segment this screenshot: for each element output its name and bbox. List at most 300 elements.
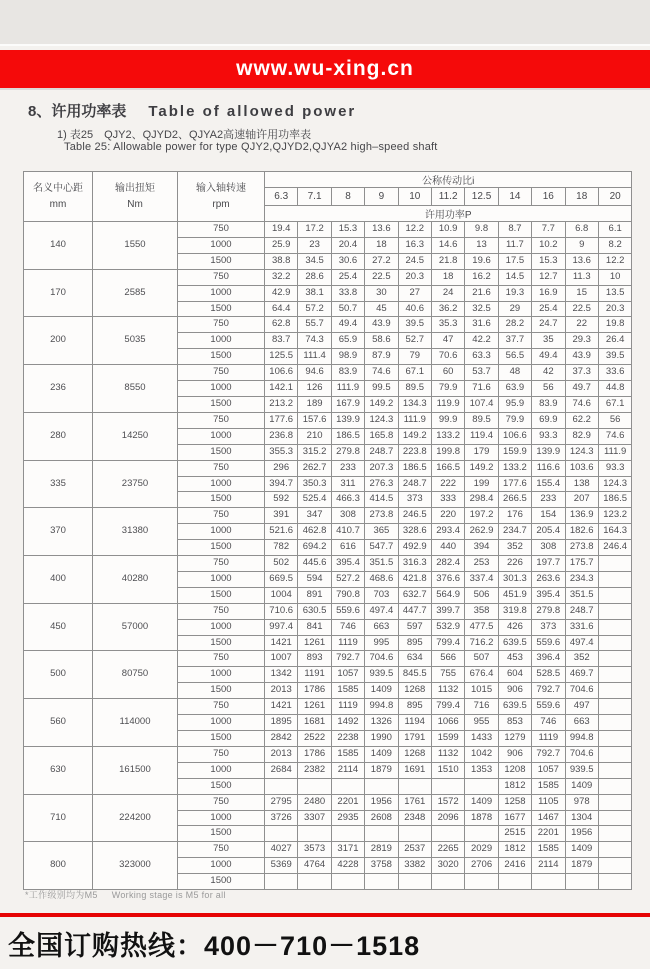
power-value-cell: 133.2 [431, 428, 464, 444]
ratio-header-cell: 6.3 [265, 188, 298, 206]
power-value-cell [598, 874, 632, 890]
power-value-cell: 273.8 [565, 540, 598, 556]
power-value-cell: 315.2 [298, 444, 331, 460]
power-value-cell: 1004 [265, 587, 298, 603]
rpm-cell: 1500 [178, 349, 265, 365]
power-value-cell: 71.6 [465, 381, 498, 397]
power-value-cell: 56 [598, 412, 632, 428]
power-value-cell: 2201 [331, 794, 364, 810]
power-value-cell [498, 874, 531, 890]
center-distance-label: 名义中心距 [33, 182, 83, 194]
table-row [24, 556, 632, 572]
power-value-cell: 149.2 [365, 396, 398, 412]
power-value-cell: 234.3 [565, 571, 598, 587]
rpm-cell: 750 [178, 222, 265, 238]
center-distance-cell: 236 [24, 365, 93, 413]
power-value-cell: 3171 [331, 842, 364, 858]
power-value-cell: 11.7 [498, 237, 531, 253]
power-value-cell: 1895 [265, 715, 298, 731]
power-value-cell: 396.4 [532, 651, 565, 667]
power-value-cell: 1786 [298, 746, 331, 762]
power-value-cell: 1132 [431, 683, 464, 699]
power-value-cell: 2842 [265, 731, 298, 747]
power-value-cell: 1304 [565, 810, 598, 826]
power-value-cell: 1681 [298, 715, 331, 731]
power-value-cell: 2522 [298, 731, 331, 747]
power-value-cell: 38.8 [265, 253, 298, 269]
power-value-cell [565, 874, 598, 890]
power-value-cell: 166.5 [431, 460, 464, 476]
power-value-cell [598, 667, 632, 683]
power-value-cell: 2795 [265, 794, 298, 810]
power-value-cell: 4228 [331, 858, 364, 874]
power-value-cell: 1057 [532, 762, 565, 778]
hotline-number[interactable]: 400－710－1518 [204, 931, 421, 961]
power-value-cell: 246.5 [398, 508, 431, 524]
power-value-cell: 79.9 [498, 412, 531, 428]
power-value-cell: 50.7 [331, 301, 364, 317]
power-value-cell: 42 [532, 365, 565, 381]
table-row [24, 603, 632, 619]
power-value-cell: 207.3 [365, 460, 398, 476]
power-value-cell: 525.4 [298, 492, 331, 508]
power-value-cell: 755 [431, 667, 464, 683]
power-value-cell: 226 [498, 556, 531, 572]
power-value-cell: 182.6 [565, 524, 598, 540]
power-value-cell: 365 [365, 524, 398, 540]
hotline [8, 924, 420, 963]
power-value-cell: 3020 [431, 858, 464, 874]
power-value-cell: 1261 [298, 699, 331, 715]
power-value-cell: 3573 [298, 842, 331, 858]
power-value-cell: 939.5 [565, 762, 598, 778]
power-value-cell: 373 [398, 492, 431, 508]
power-value-cell: 177.6 [265, 412, 298, 428]
power-value-cell: 746 [331, 619, 364, 635]
power-value-cell: 63.3 [465, 349, 498, 365]
power-value-cell: 1208 [498, 762, 531, 778]
power-value-cell: 1105 [532, 794, 565, 810]
power-value-cell: 1878 [465, 810, 498, 826]
power-value-cell: 40.6 [398, 301, 431, 317]
power-value-cell: 906 [498, 746, 531, 762]
allowed-power-table-wrap [23, 171, 632, 890]
power-value-cell: 891 [298, 587, 331, 603]
power-value-cell: 223.8 [398, 444, 431, 460]
ratio-header-cell: 7.1 [298, 188, 331, 206]
rpm-cell: 1500 [178, 587, 265, 603]
power-value-cell: 939.5 [365, 667, 398, 683]
table-caption-zh: 1) 表25 QJY2、QJYD2、QJYA2高速轴许用功率表 [57, 129, 312, 141]
power-value-cell [598, 619, 632, 635]
power-value-cell: 60 [431, 365, 464, 381]
power-value-cell: 20.3 [398, 269, 431, 285]
power-value-cell: 16.3 [398, 237, 431, 253]
power-value-cell: 351.5 [565, 587, 598, 603]
power-value-cell: 1879 [365, 762, 398, 778]
power-value-cell [598, 858, 632, 874]
power-value-cell: 28.6 [298, 269, 331, 285]
header-row-1 [24, 172, 632, 188]
power-value-cell: 165.8 [365, 428, 398, 444]
power-value-cell: 298.4 [465, 492, 498, 508]
power-value-cell: 52.7 [398, 333, 431, 349]
power-value-cell: 955 [465, 715, 498, 731]
output-torque-cell: 14250 [93, 412, 178, 460]
power-value-cell: 2265 [431, 842, 464, 858]
power-value-cell [365, 874, 398, 890]
power-value-cell: 2608 [365, 810, 398, 826]
power-value-cell: 594 [298, 571, 331, 587]
power-value-cell: 462.8 [298, 524, 331, 540]
power-value-cell [598, 571, 632, 587]
power-value-cell: 83.9 [532, 396, 565, 412]
power-value-cell: 10.2 [532, 237, 565, 253]
power-value-cell: 2416 [498, 858, 531, 874]
power-value-cell: 1761 [398, 794, 431, 810]
power-value-cell: 199 [465, 476, 498, 492]
power-value-cell: 1066 [431, 715, 464, 731]
power-value-cell: 87.9 [365, 349, 398, 365]
ratio-header-cell: 16 [532, 188, 565, 206]
table-row [24, 269, 632, 285]
power-value-cell: 17.5 [498, 253, 531, 269]
power-value-cell: 276.3 [365, 476, 398, 492]
power-value-cell: 469.7 [565, 667, 598, 683]
power-value-cell: 13.6 [565, 253, 598, 269]
power-value-cell: 47 [431, 333, 464, 349]
power-value-cell: 497 [565, 699, 598, 715]
power-value-cell: 20.3 [598, 301, 632, 317]
section-title-en: Table of allowed power [148, 103, 357, 120]
power-value-cell: 1409 [465, 794, 498, 810]
power-value-cell: 124.3 [565, 444, 598, 460]
power-value-cell: 2013 [265, 683, 298, 699]
power-value-cell [265, 826, 298, 842]
power-value-cell: 22 [565, 317, 598, 333]
power-value-cell: 13.6 [365, 222, 398, 238]
col-header-output-torque [93, 172, 178, 222]
power-value-cell: 30 [365, 285, 398, 301]
power-value-cell: 39.5 [598, 349, 632, 365]
col-header-input-speed [178, 172, 265, 222]
power-value-cell: 19.4 [265, 222, 298, 238]
power-value-cell: 98.9 [331, 349, 364, 365]
power-value-cell: 65.9 [331, 333, 364, 349]
power-value-cell: 2029 [465, 842, 498, 858]
power-value-cell: 391 [265, 508, 298, 524]
rpm-cell: 1000 [178, 524, 265, 540]
power-value-cell: 111.4 [298, 349, 331, 365]
power-value-cell [265, 778, 298, 794]
center-distance-cell: 370 [24, 508, 93, 556]
rpm-cell: 750 [178, 412, 265, 428]
power-value-cell: 394.7 [265, 476, 298, 492]
power-value-cell: 93.3 [532, 428, 565, 444]
power-value-cell: 35.3 [431, 317, 464, 333]
power-value-cell: 1585 [532, 842, 565, 858]
power-value-cell: 301.3 [498, 571, 531, 587]
power-value-cell: 9 [565, 237, 598, 253]
power-value-cell: 58.6 [365, 333, 398, 349]
power-value-cell: 139.9 [532, 444, 565, 460]
rpm-cell: 1000 [178, 619, 265, 635]
power-value-cell: 56.5 [498, 349, 531, 365]
power-value-cell: 337.4 [465, 571, 498, 587]
power-value-cell: 279.8 [532, 603, 565, 619]
rpm-cell: 1000 [178, 237, 265, 253]
power-value-cell: 410.7 [331, 524, 364, 540]
power-value-cell: 159.9 [498, 444, 531, 460]
power-value-cell: 93.3 [598, 460, 632, 476]
power-value-cell: 248.7 [398, 476, 431, 492]
power-value-cell: 4027 [265, 842, 298, 858]
power-value-cell: 497.4 [365, 603, 398, 619]
power-value-cell [431, 778, 464, 794]
power-value-cell: 282.4 [431, 556, 464, 572]
rpm-cell: 1000 [178, 285, 265, 301]
power-value-cell [398, 826, 431, 842]
power-band-header: 许用功率P [265, 206, 632, 222]
power-value-cell: 12.7 [532, 269, 565, 285]
power-value-cell: 1585 [532, 778, 565, 794]
power-value-cell: 197.2 [465, 508, 498, 524]
power-value-cell [598, 842, 632, 858]
power-value-cell: 24 [431, 285, 464, 301]
power-value-cell: 1585 [331, 746, 364, 762]
power-value-cell: 710.6 [265, 603, 298, 619]
table-row [24, 794, 632, 810]
table-row [24, 460, 632, 476]
power-value-cell: 79.9 [431, 381, 464, 397]
output-torque-cell: 80750 [93, 651, 178, 699]
center-distance-cell: 560 [24, 699, 93, 747]
power-value-cell: 55.7 [298, 317, 331, 333]
power-value-cell: 138 [565, 476, 598, 492]
power-value-cell: 154 [532, 508, 565, 524]
power-value-cell: 453 [498, 651, 531, 667]
power-value-cell: 704.6 [365, 651, 398, 667]
rpm-cell: 1500 [178, 635, 265, 651]
power-value-cell: 1956 [565, 826, 598, 842]
power-value-cell: 468.6 [365, 571, 398, 587]
col-header-center-distance [24, 172, 93, 222]
output-torque-unit: Nm [127, 198, 143, 210]
power-value-cell [465, 826, 498, 842]
power-value-cell: 15 [565, 285, 598, 301]
rpm-cell: 1000 [178, 858, 265, 874]
power-value-cell: 25.4 [532, 301, 565, 317]
power-value-cell: 2114 [532, 858, 565, 874]
power-value-cell: 164.3 [598, 524, 632, 540]
power-value-cell: 528.5 [532, 667, 565, 683]
power-value-cell: 799.4 [431, 635, 464, 651]
power-value-cell: 995 [365, 635, 398, 651]
power-value-cell: 351.5 [365, 556, 398, 572]
power-value-cell [365, 778, 398, 794]
power-value-cell: 25.4 [331, 269, 364, 285]
power-value-cell: 502 [265, 556, 298, 572]
rpm-cell: 750 [178, 269, 265, 285]
website-url[interactable]: www.wu-xing.cn [236, 57, 414, 80]
power-value-cell [331, 778, 364, 794]
rpm-cell: 750 [178, 317, 265, 333]
power-value-cell: 1268 [398, 746, 431, 762]
power-value-cell: 119.9 [431, 396, 464, 412]
power-value-cell: 521.6 [265, 524, 298, 540]
output-torque-cell: 57000 [93, 603, 178, 651]
power-value-cell: 1342 [265, 667, 298, 683]
power-value-cell: 126 [298, 381, 331, 397]
power-value-cell: 1353 [465, 762, 498, 778]
power-value-cell: 149.2 [398, 428, 431, 444]
power-value-cell: 62.2 [565, 412, 598, 428]
power-value-cell: 111.9 [331, 381, 364, 397]
power-value-cell: 15.3 [532, 253, 565, 269]
power-value-cell: 782 [265, 540, 298, 556]
power-value-cell: 1119 [331, 635, 364, 651]
output-torque-cell: 1550 [93, 222, 178, 270]
power-value-cell: 559.6 [331, 603, 364, 619]
power-value-cell: 506 [465, 587, 498, 603]
power-value-cell: 103.6 [565, 460, 598, 476]
power-value-cell: 1409 [565, 842, 598, 858]
power-value-cell: 547.7 [365, 540, 398, 556]
power-value-cell: 44.8 [598, 381, 632, 397]
power-value-cell: 24.7 [532, 317, 565, 333]
output-torque-cell: 161500 [93, 746, 178, 794]
power-value-cell: 703 [365, 587, 398, 603]
power-value-cell: 906 [498, 683, 531, 699]
power-value-cell: 1791 [398, 731, 431, 747]
rpm-cell: 1500 [178, 396, 265, 412]
power-value-cell: 532.9 [431, 619, 464, 635]
power-value-cell: 1599 [431, 731, 464, 747]
center-distance-cell: 500 [24, 651, 93, 699]
rpm-cell: 750 [178, 603, 265, 619]
power-value-cell: 133.2 [498, 460, 531, 476]
power-value-cell: 253 [465, 556, 498, 572]
power-value-cell: 790.8 [331, 587, 364, 603]
power-value-cell: 18 [431, 269, 464, 285]
rpm-cell: 1000 [178, 715, 265, 731]
power-value-cell: 83.9 [331, 365, 364, 381]
power-value-cell: 592 [265, 492, 298, 508]
power-value-cell: 2537 [398, 842, 431, 858]
power-value-cell: 2114 [331, 762, 364, 778]
output-torque-cell: 224200 [93, 794, 178, 842]
power-value-cell: 43.9 [565, 349, 598, 365]
power-value-cell: 445.6 [298, 556, 331, 572]
table-caption-en: Table 25: Allowable power for type QJY2,QJYD2,QJYA2 high–speed shaft [64, 141, 438, 153]
power-value-cell [598, 778, 632, 794]
power-value-cell [298, 826, 331, 842]
rpm-cell: 1000 [178, 667, 265, 683]
power-value-cell: 70.6 [431, 349, 464, 365]
footnote-en: Working stage is M5 for all [111, 890, 226, 900]
power-value-cell: 440 [431, 540, 464, 556]
power-value-cell: 67.1 [598, 396, 632, 412]
power-value-cell [598, 810, 632, 826]
power-value-cell: 22.5 [365, 269, 398, 285]
power-value-cell: 347 [298, 508, 331, 524]
power-value-cell: 262.7 [298, 460, 331, 476]
power-value-cell [598, 731, 632, 747]
power-value-cell: 1261 [298, 635, 331, 651]
power-value-cell: 311 [331, 476, 364, 492]
power-value-cell: 124.3 [598, 476, 632, 492]
power-value-cell: 16.2 [465, 269, 498, 285]
power-value-cell: 119.4 [465, 428, 498, 444]
power-value-cell: 3307 [298, 810, 331, 826]
power-value-cell: 37.3 [565, 365, 598, 381]
power-value-cell: 634 [398, 651, 431, 667]
power-value-cell: 26.4 [598, 333, 632, 349]
power-value-cell: 1057 [331, 667, 364, 683]
power-value-cell: 74.3 [298, 333, 331, 349]
power-value-cell: 296 [265, 460, 298, 476]
power-value-cell: 24.5 [398, 253, 431, 269]
power-value-cell: 997.4 [265, 619, 298, 635]
power-value-cell [598, 556, 632, 572]
power-value-cell: 9.8 [465, 222, 498, 238]
power-value-cell: 111.9 [398, 412, 431, 428]
power-value-cell: 69.9 [532, 412, 565, 428]
power-value-cell [298, 778, 331, 794]
rpm-cell: 1500 [178, 874, 265, 890]
power-value-cell [331, 874, 364, 890]
power-value-cell: 994.8 [365, 699, 398, 715]
power-value-cell: 139.9 [331, 412, 364, 428]
rpm-cell: 1500 [178, 253, 265, 269]
center-distance-cell: 400 [24, 556, 93, 604]
power-value-cell: 399.7 [431, 603, 464, 619]
center-distance-cell: 335 [24, 460, 93, 508]
power-value-cell [431, 826, 464, 842]
power-value-cell: 39.5 [398, 317, 431, 333]
power-value-cell [598, 762, 632, 778]
power-value-cell: 3758 [365, 858, 398, 874]
power-value-cell: 1879 [565, 858, 598, 874]
power-value-cell: 331.6 [565, 619, 598, 635]
power-value-cell: 3726 [265, 810, 298, 826]
power-value-cell: 263.6 [532, 571, 565, 587]
power-value-cell: 149.2 [465, 460, 498, 476]
table-row [24, 222, 632, 238]
power-value-cell: 5369 [265, 858, 298, 874]
power-value-cell [598, 826, 632, 842]
top-margin-strip [0, 0, 650, 46]
power-value-cell: 10 [598, 269, 632, 285]
power-value-cell: 125.5 [265, 349, 298, 365]
power-value-cell: 157.6 [298, 412, 331, 428]
power-value-cell: 30.6 [331, 253, 364, 269]
power-value-cell: 32.5 [465, 301, 498, 317]
power-value-cell: 1015 [465, 683, 498, 699]
power-value-cell: 136.9 [565, 508, 598, 524]
power-value-cell: 74.6 [565, 396, 598, 412]
power-value-cell: 43.9 [365, 317, 398, 333]
power-value-cell: 792.7 [331, 651, 364, 667]
ratio-header-cell: 20 [598, 188, 632, 206]
power-value-cell: 2201 [532, 826, 565, 842]
power-value-cell [532, 874, 565, 890]
power-value-cell: 559.6 [532, 699, 565, 715]
power-value-cell: 29.3 [565, 333, 598, 349]
power-value-cell: 248.7 [365, 444, 398, 460]
power-value-cell: 28.2 [498, 317, 531, 333]
power-value-cell: 994.8 [565, 731, 598, 747]
